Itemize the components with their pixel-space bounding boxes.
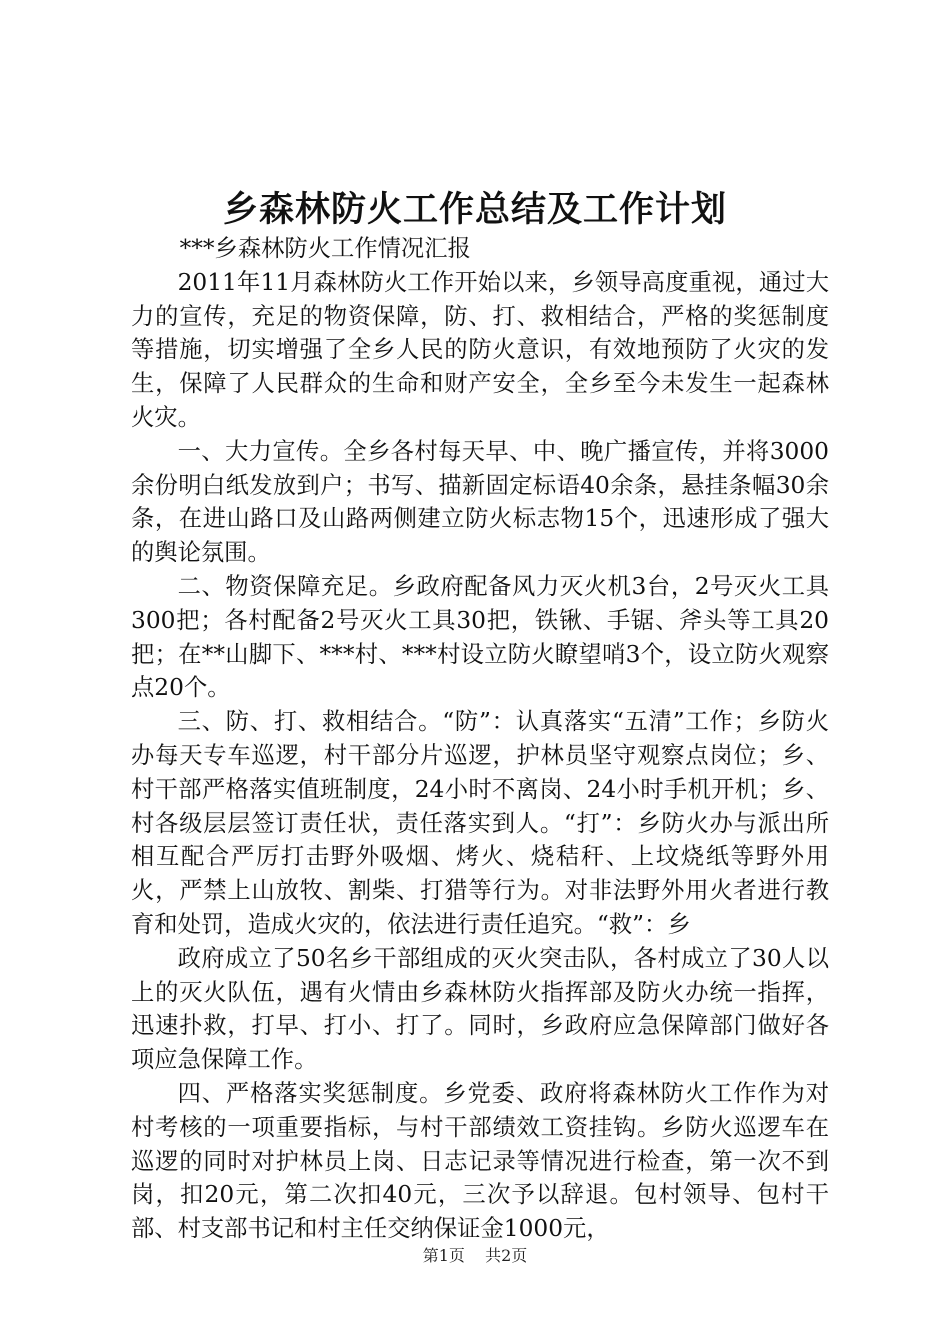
report-subtitle: ***乡森林防火工作情况汇报: [179, 235, 471, 262]
paragraph-supplies: 二、物资保障充足。乡政府配备风力灭火机3台，2号灭火工具300把；各村配备2号灭火工具30把，铁锹、手锯、斧头等工具20把；在**山脚下、***村、***村设立防火瞭望哨3个，设立防火观察点20个。: [131, 572, 829, 702]
page-footer: [0, 1245, 950, 1267]
document-body: [131, 232, 829, 1246]
page-total: 共2页: [485, 1246, 528, 1265]
document-title: 乡森林防火工作总结及工作计划: [222, 189, 727, 230]
paragraph-rewards: 四、严格落实奖惩制度。乡党委、政府将森林防火工作作为对村考核的一项重要指标，与村干部绩效工资挂钩。乡防火巡逻车在巡逻的同时对护林员上岗、日志记录等情况进行检查，第一次不到岗，扣20元，第二次扣40元，三次予以辞退。包村领导、包村干部、村支部书记和村主任交纳保证金1000元，: [131, 1079, 829, 1243]
paragraph-intro: 2011年11月森林防火工作开始以来，乡领导高度重视，通过大力的宣传，充足的物资保障，防、打、救相结合，严格的奖惩制度等措施，切实增强了全乡人民的防火意识，有效地预防了火灾的发生，保障了人民群众的生命和财产安全，全乡至今未发生一起森林火灾。: [131, 268, 829, 431]
paragraph-rescue: 政府成立了50名乡干部组成的灭火突击队，各村成立了30人以上的灭火队伍，遇有火情由乡森林防火指挥部及防火办统一指挥，迅速扑救，打早、打小、打了。同时，乡政府应急保障部门做好各项应急保障工作。: [131, 944, 829, 1074]
paragraph-prevention: 三、防、打、救相结合。“防”：认真落实“五清”工作；乡防火办每天专车巡逻，村干部分片巡逻，护林员坚守观察点岗位；乡、村干部严格落实值班制度，24小时不离岗、24小时手机开机；乡、村各级层层签订责任状，责任落实到人。“打”：乡防火办与派出所相互配合严厉打击野外吸烟、烤火、烧秸秆、上坟烧纸等野外用火，严禁上山放牧、割柴、打猎等行为。对非法野外用火者进行教育和处罚，造成火灾的，依法进行责任追究。“救”：乡: [131, 708, 829, 938]
paragraph-publicity: 一、大力宣传。全乡各村每天早、中、晚广播宣传，并将3000余份明白纸发放到户；书写、描新固定标语40余条，悬挂条幅30余条，在进山路口及山路两侧建立防火标志物15个，迅速形成了强大的舆论氛围。: [131, 437, 829, 567]
page-number: 第1页: [422, 1246, 465, 1265]
